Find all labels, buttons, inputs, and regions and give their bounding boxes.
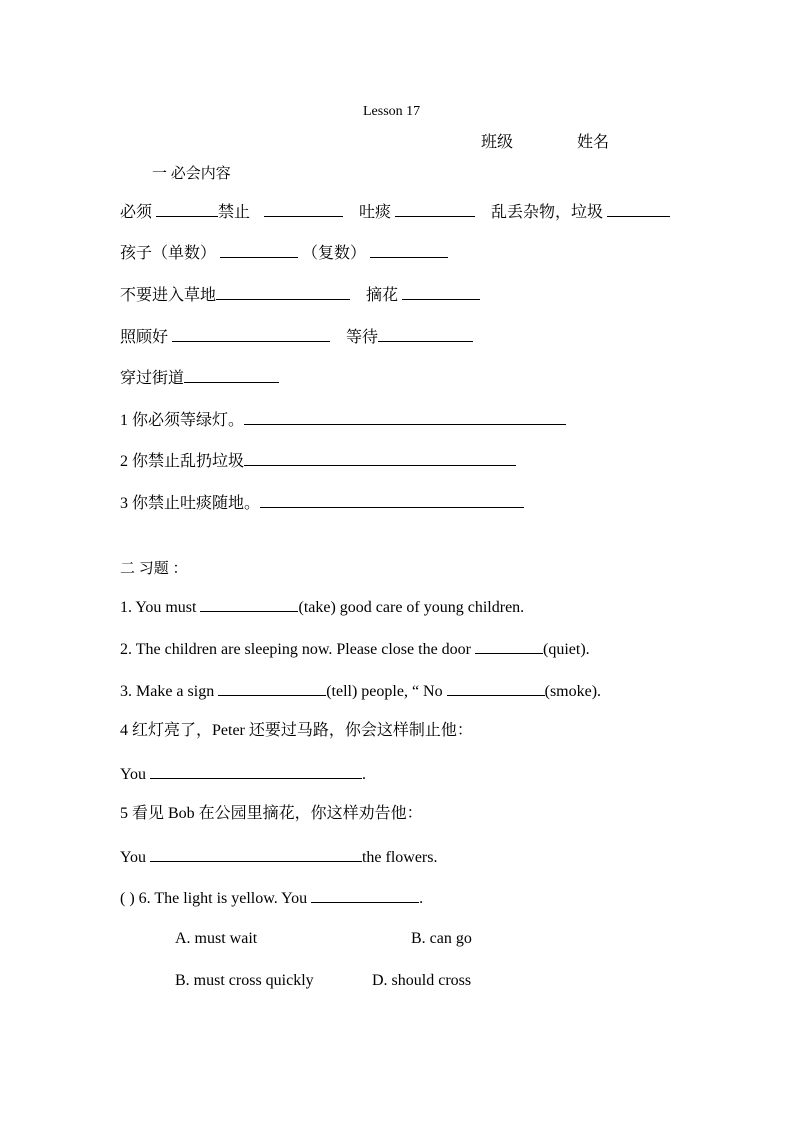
option-a: A. must wait	[175, 930, 258, 947]
vocab-row-5	[120, 367, 279, 389]
answer-blank[interactable]	[184, 367, 279, 383]
answer-blank[interactable]	[370, 242, 448, 258]
name-label: 姓名	[577, 134, 610, 151]
answer-blank[interactable]	[378, 326, 473, 342]
exercise-text: .	[419, 890, 424, 907]
exercise-text: (smoke).	[544, 683, 602, 700]
answer-blank[interactable]	[607, 201, 670, 217]
exercise-text: (take) good care of young children.	[298, 599, 525, 616]
sentence-3	[120, 492, 524, 514]
sentence-1	[120, 409, 566, 431]
lesson-title: Lesson 17	[363, 104, 421, 119]
exercise-4-answer	[120, 763, 366, 785]
answer-blank[interactable]	[172, 326, 330, 342]
exercise-4: 4 红灯亮了，Peter 还要过马路，你会这样制止他：	[120, 722, 473, 739]
answer-blank[interactable]	[218, 680, 326, 696]
sentence-text: 2 你禁止乱扔垃圾	[120, 453, 245, 470]
vocab-forbid: 禁止	[218, 204, 251, 221]
vocab-keep-off-grass: 不要进入草地	[120, 287, 217, 304]
answer-blank[interactable]	[447, 680, 545, 696]
option-b: B. can go	[411, 930, 472, 947]
exercise-text: 6. The light is yellow. You	[134, 890, 312, 907]
exercise-text: (tell) people, “ No	[326, 683, 447, 700]
vocab-row-2	[120, 242, 448, 264]
section-heading-required-content: 一 必会内容	[152, 166, 231, 182]
answer-blank[interactable]	[150, 763, 362, 779]
answer-parentheses[interactable]: ( )	[120, 890, 135, 907]
exercise-1	[120, 596, 524, 618]
exercise-text: You	[120, 849, 150, 866]
vocab-spit: 吐痰	[359, 204, 392, 221]
exercise-text: 3. Make a sign	[120, 683, 219, 700]
exercise-text: (quiet).	[543, 641, 590, 658]
vocab-take-care: 照顾好	[120, 329, 169, 346]
answer-blank[interactable]	[311, 887, 419, 903]
sentence-text: 1 你必须等绿灯。	[120, 412, 245, 429]
answer-blank[interactable]	[402, 284, 480, 300]
vocab-child-single: 孩子（单数）	[120, 245, 217, 262]
vocab-litter: 乱丢杂物，垃圾	[491, 204, 604, 221]
answer-blank[interactable]	[260, 492, 524, 508]
vocab-row-1	[120, 201, 670, 223]
vocab-pick-flowers: 摘花	[366, 287, 399, 304]
answer-blank[interactable]	[395, 201, 475, 217]
class-label: 班级	[481, 134, 514, 151]
exercise-6	[120, 887, 423, 909]
answer-blank[interactable]	[244, 409, 566, 425]
exercise-text: .	[361, 766, 366, 783]
answer-blank[interactable]	[156, 201, 218, 217]
answer-blank[interactable]	[220, 242, 298, 258]
vocab-row-4	[120, 326, 473, 348]
exercise-text: 1. You must	[120, 599, 201, 616]
vocab-child-plural: （复数）	[302, 245, 367, 262]
answer-blank[interactable]	[216, 284, 350, 300]
option-c: B. must cross quickly	[175, 972, 314, 989]
answer-blank[interactable]	[475, 638, 543, 654]
answer-blank[interactable]	[264, 201, 343, 217]
vocab-must: 必须	[120, 204, 153, 221]
vocab-wait: 等待	[346, 329, 379, 346]
option-d: D. should cross	[372, 972, 472, 989]
exercise-5: 5 看见 Bob 在公园里摘花，你这样劝告他：	[120, 805, 423, 822]
exercise-text: 2. The children are sleeping now. Please close the door	[120, 641, 475, 658]
vocab-cross-street: 穿过街道	[120, 370, 185, 387]
vocab-row-3	[120, 284, 480, 306]
section-heading-exercises: 二 习题 ：	[120, 561, 188, 577]
answer-blank[interactable]	[200, 596, 298, 612]
exercise-2	[120, 638, 590, 660]
exercise-text: You	[120, 766, 150, 783]
exercise-text: the flowers.	[361, 849, 438, 866]
sentence-2	[120, 450, 516, 472]
answer-blank[interactable]	[244, 450, 516, 466]
answer-blank[interactable]	[150, 846, 362, 862]
exercise-3	[120, 680, 601, 702]
exercise-5-answer	[120, 846, 437, 868]
sentence-text: 3 你禁止吐痰随地。	[120, 495, 261, 512]
